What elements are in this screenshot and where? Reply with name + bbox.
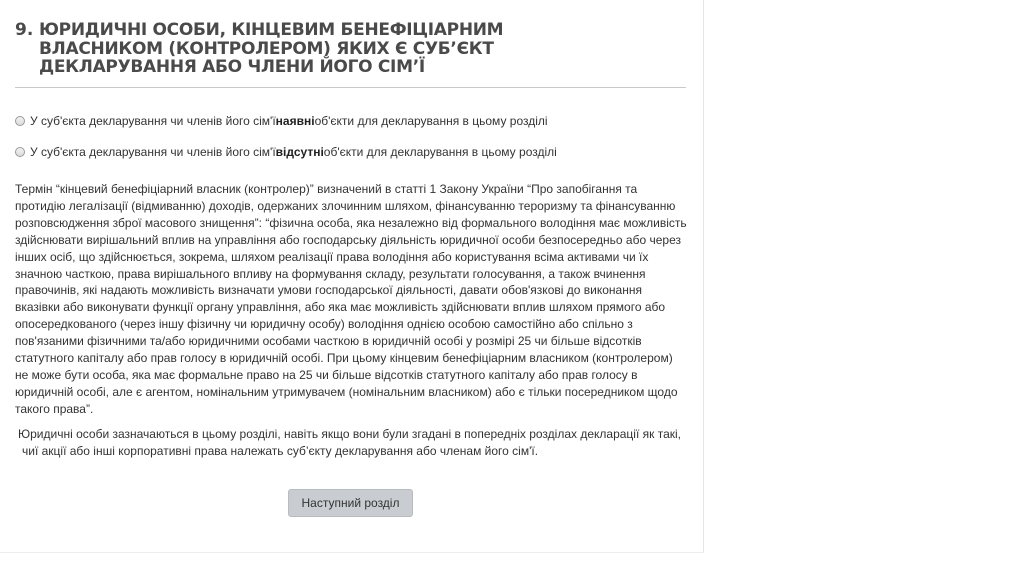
note-paragraph — [18, 426, 690, 460]
section-header — [15, 21, 509, 77]
note-line-2: чиї акції або інші корпоративні права належать суб’єкту декларування або членам його сім'ї. — [22, 443, 539, 458]
header-divider — [15, 87, 686, 88]
radio-present[interactable] — [15, 116, 25, 126]
option-absent[interactable] — [15, 145, 557, 159]
option-absent-suffix: об'єкти для декларування в цьому розділі — [323, 145, 557, 159]
note-line-1: Юридичні особи зазначаються в цьому розділі, навіть якщо вони були згадані в попередніх розділах декларації як такі, — [18, 427, 682, 441]
section-title: ЮРИДИЧНІ ОСОБИ, КІНЦЕВИМ БЕНЕФІЦІАРНИМ ВЛАСНИКОМ (КОНТРОЛЕРОМ) ЯКИХ Є СУБ’ЄКТ ДЕКЛАРУВАННЯ АБО ЧЛЕНИ ЙОГО СІМ’Ї — [39, 20, 504, 77]
option-present[interactable] — [15, 114, 548, 128]
option-absent-prefix: У суб'єкта декларування чи членів його сім'ї — [30, 145, 276, 159]
definition-paragraph: Термін “кінцевий бенефіціарний власник (контролер)” визначений в статті 1 Закону України “Про запобігання та протидію легалізації (відмиванню) доходів, одержаних злочинним шляхом, фінансуванню тероризму та фінансуванню розповсюдження зброї масового знищення”: “фізична особа, яка незалежно від формального володіння має можливість здійснювати вирішальний вплив на управління або господарську діяльність юридичної особи безпосередньо або через інших осіб, що здійснюється, зокрема, шляхом реалізації права володіння або користування всіма активами чи їх значною часткою, права вирішального впливу на формування складу, результати голосування, а також вчинення правочинів, які надають можливість визначати умови господарської діяльності, давати обов'язкові до виконання вказівки або виконувати функції органу управління, або яка має можливість здійснювати вплив шляхом прямого або опосередкованого (через іншу фізичну чи юридичну особу) володіння однією особою самостійно або спільно з пов'язаними фізичними та/або юридичними особами часткою в юридичній особі у розмірі 25 чи більше відсотків статутного капіталу або прав голосу в юридичній особі. При цьому кінцевим бенефіціарним власником (контролером) не може бути особа, яка має формальне право на 25 чи більше відсотків статутного капіталу або прав голосу в юридичній особі, але є агентом, номінальним утримувачем (номінальним власником) або є тільки посередником щодо такого права”. — [15, 182, 687, 416]
option-present-prefix: У суб'єкта декларування чи членів його сім'ї — [30, 114, 276, 128]
next-section-button[interactable]: Наступний розділ — [288, 489, 413, 517]
option-present-bold: наявні — [275, 114, 315, 128]
option-present-suffix: об'єкти для декларування в цьому розділі — [314, 114, 548, 128]
radio-absent[interactable] — [15, 147, 25, 157]
option-absent-bold: відсутні — [275, 145, 324, 159]
section-number: 9. — [15, 20, 34, 40]
